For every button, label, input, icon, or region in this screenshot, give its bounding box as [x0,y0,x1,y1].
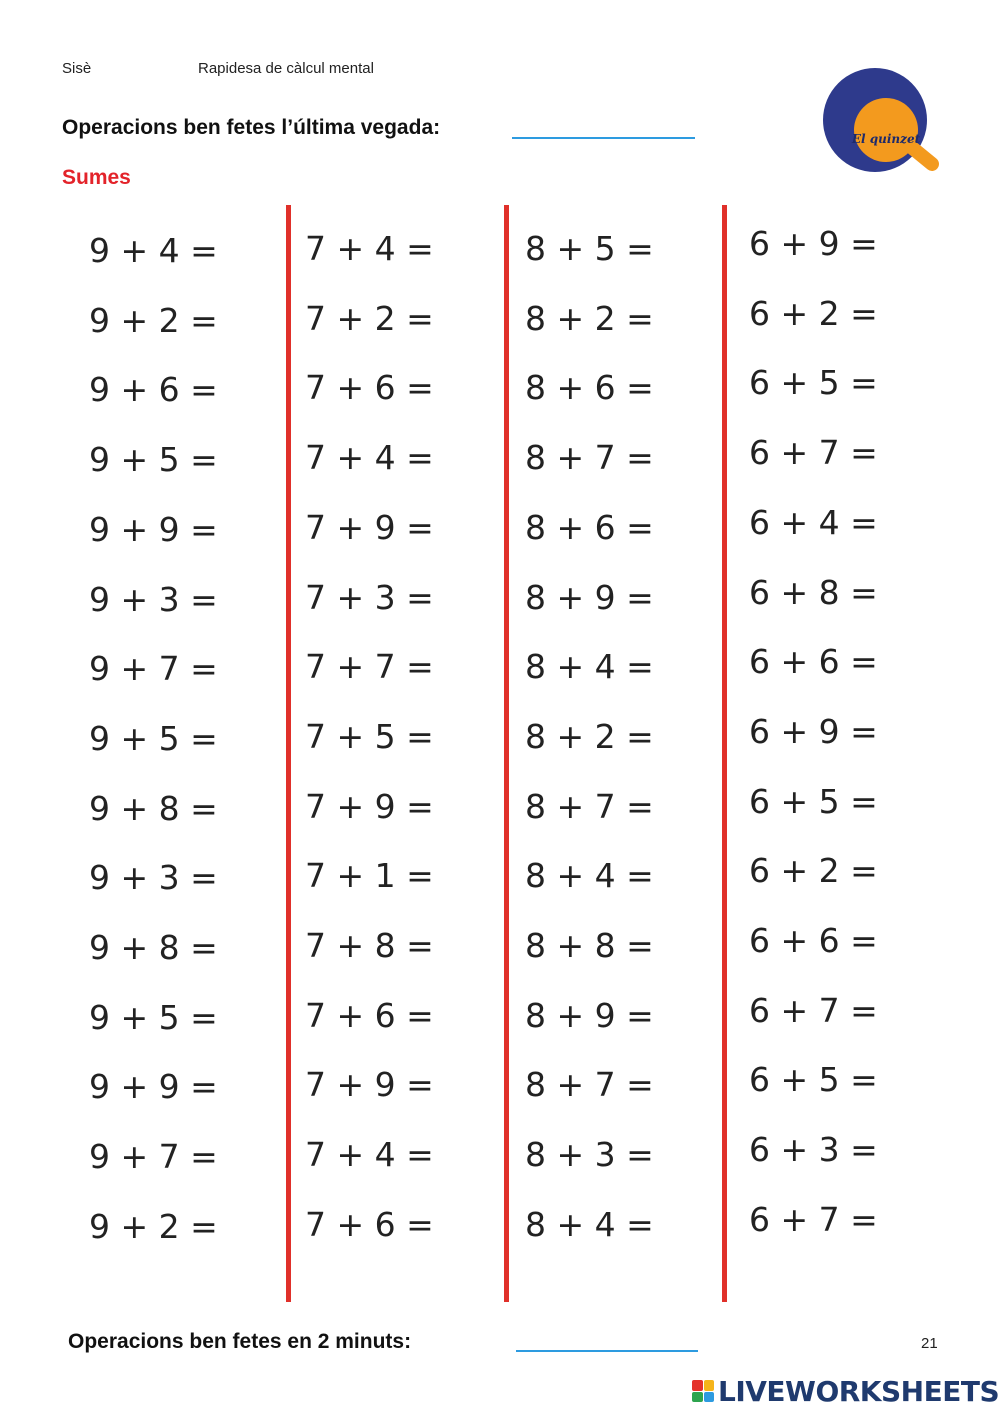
addition-item: 7 + 5 = [305,716,434,756]
addition-item: 9 + 6 = [89,370,218,410]
addition-item: 8 + 6 = [525,368,654,408]
addition-item: 7 + 9 = [305,507,434,547]
addition-item: 8 + 3 = [525,1135,654,1175]
liveworksheets-logo-icon [692,1380,714,1402]
addition-item: 6 + 7 = [749,990,878,1030]
addition-item: 6 + 4 = [749,502,878,542]
addition-item: 8 + 2 = [525,298,654,338]
addition-item: 9 + 2 = [89,300,218,340]
addition-item: 7 + 4 = [305,1135,434,1175]
column-divider-2 [504,205,509,1302]
addition-item: 8 + 4 = [525,647,654,687]
addition-item: 8 + 8 = [525,926,654,965]
addition-item: 7 + 7 = [305,647,434,687]
addition-item: 8 + 2 = [525,716,654,756]
addition-item: 9 + 2 = [89,1206,218,1246]
addition-item: 9 + 3 = [89,579,218,619]
two-minutes-label: Operacions ben fetes en 2 minuts: [68,1330,412,1353]
addition-item: 6 + 9 = [749,711,878,751]
addition-item: 6 + 5 = [749,363,878,403]
addition-item: 9 + 8 = [89,788,218,828]
logo-text: El quinzet [851,132,921,146]
addition-item: 6 + 5 = [749,1060,878,1100]
liveworksheets-brand[interactable] [692,1374,999,1408]
addition-item: 8 + 4 = [525,856,654,896]
addition-item: 7 + 4 = [305,438,434,478]
addition-item: 6 + 2 = [749,851,878,891]
addition-item: 7 + 8 = [305,926,434,965]
section-title: Sumes [62,166,131,189]
page-number: 21 [921,1335,938,1352]
addition-item: 9 + 5 = [89,997,218,1037]
addition-item: 6 + 6 = [749,921,878,960]
addition-item: 9 + 4 = [89,231,218,270]
addition-item: 7 + 9 = [305,786,434,826]
addition-item: 9 + 7 = [89,649,218,689]
addition-item: 7 + 4 = [305,229,434,268]
addition-item: 7 + 1 = [305,856,434,896]
addition-item: 9 + 5 = [89,718,218,758]
column-divider-3 [722,205,727,1302]
column-divider-1 [286,205,291,1302]
addition-item: 6 + 9 = [749,224,878,263]
addition-item: 6 + 7 = [749,1199,878,1239]
addition-item: 6 + 2 = [749,293,878,333]
addition-item: 6 + 6 = [749,642,878,682]
addition-item: 7 + 6 = [305,368,434,408]
addition-item: 8 + 9 = [525,577,654,617]
subject-label: Rapidesa de càlcul mental [198,60,374,77]
addition-item: 9 + 5 = [89,440,218,480]
addition-item: 8 + 4 = [525,1204,654,1244]
addition-item: 8 + 7 = [525,438,654,478]
addition-item: 7 + 6 = [305,1204,434,1244]
addition-item: 6 + 5 = [749,781,878,821]
addition-item: 8 + 7 = [525,786,654,826]
addition-item: 7 + 6 = [305,995,434,1035]
addition-item: 6 + 3 = [749,1130,878,1170]
addition-item: 9 + 3 = [89,858,218,898]
el-quinzet-logo [822,68,942,178]
last-time-answer-line[interactable] [512,137,695,139]
addition-item: 7 + 2 = [305,298,434,338]
addition-item: 9 + 8 = [89,928,218,967]
addition-item: 7 + 9 = [305,1065,434,1105]
addition-item: 9 + 9 = [89,509,218,549]
addition-item: 6 + 8 = [749,572,878,612]
addition-item: 8 + 5 = [525,229,654,268]
addition-item: 7 + 3 = [305,577,434,617]
addition-item: 8 + 7 = [525,1065,654,1105]
addition-item: 9 + 7 = [89,1137,218,1177]
liveworksheets-text: LIVEWORKSHEETS [718,1374,1000,1408]
addition-item: 8 + 6 = [525,507,654,547]
addition-item: 6 + 7 = [749,433,878,473]
addition-item: 8 + 9 = [525,995,654,1035]
two-minutes-answer-line[interactable] [516,1350,698,1352]
last-time-label: Operacions ben fetes l’última vegada: [62,116,441,139]
addition-item: 9 + 9 = [89,1067,218,1107]
grade-label: Sisè [62,60,92,77]
